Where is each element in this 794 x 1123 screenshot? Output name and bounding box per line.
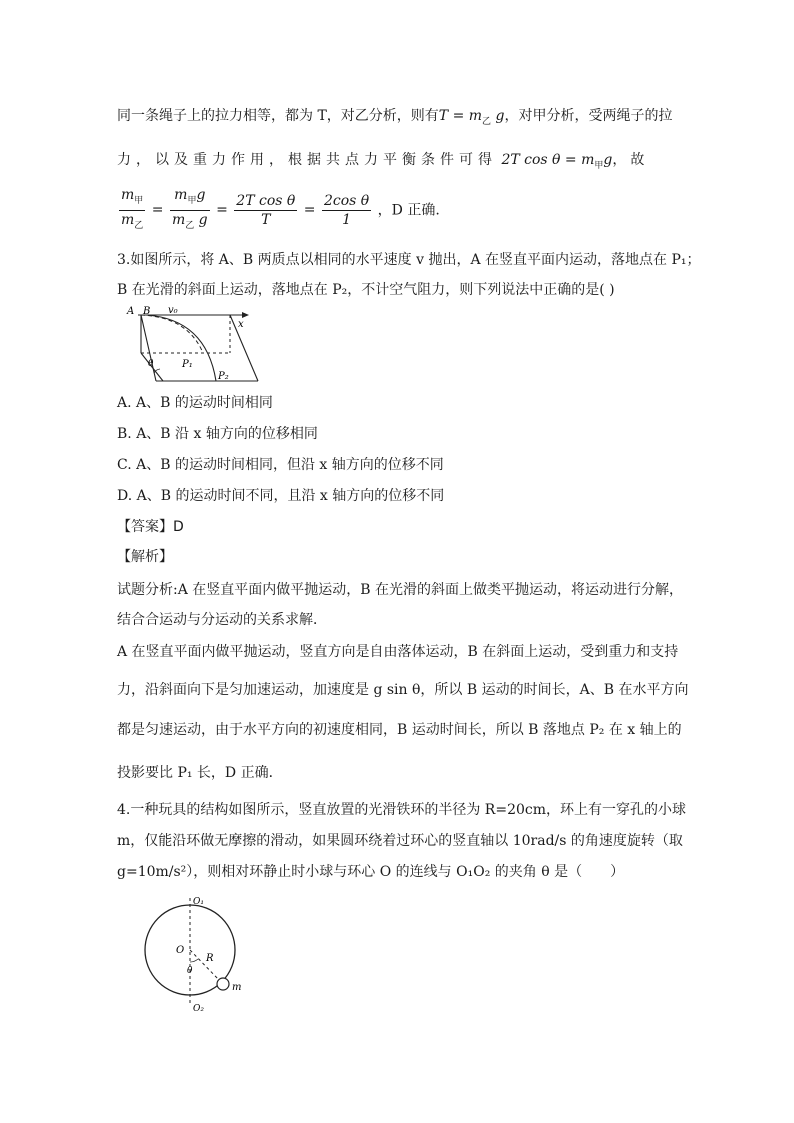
incline-right-edge: [230, 315, 258, 381]
label-r: R: [206, 953, 214, 964]
label-o: O: [176, 945, 185, 956]
label-o1: O₁: [193, 897, 204, 907]
q3-answer: 【答案】D: [117, 519, 184, 535]
q3-analysis-line-4: 力，沿斜面向下是匀加速运动，加速度是 g sin θ，所以 B 运动的时间长，A、B 在水平方向: [117, 682, 689, 698]
radius-line: [190, 950, 220, 981]
incline-left-edge: [141, 315, 156, 381]
q3-stem-line-1: 3.如图所示，将 A、B 两质点以相同的水平速度 v 抛出，A 在竖直平面内运动，落地点在 P₁；: [117, 252, 701, 268]
label-o2: O₂: [193, 1004, 204, 1013]
solution-text: ，对甲分析，受两绳子的拉: [504, 108, 673, 124]
q3-option-b: B. A、B 沿 x 轴方向的位移相同: [117, 426, 318, 442]
label-a: A: [127, 306, 135, 317]
q3-analysis-line-3: A 在竖直平面内做平抛运动，竖直方向是自由落体运动，B 在斜面上运动，受到重力和支持: [117, 644, 679, 660]
solution-line-2: [117, 150, 677, 176]
q3-analysis-label: 【解析】: [117, 549, 173, 565]
solution-text: 同一条绳子上的拉力相等，都为 T，对乙分析，则有: [117, 108, 439, 124]
q3-option-c: C. A、B 的运动时间相同，但沿 x 轴方向的位移不同: [117, 457, 444, 473]
label-p1: P₁: [182, 359, 193, 370]
q3-analysis-line-6: 投影要比 P₁ 长，D 正确．: [117, 765, 283, 781]
q3-figure: [118, 303, 268, 385]
label-theta-q4: θ: [187, 966, 193, 976]
ball-m: [217, 978, 229, 990]
solution-text: ，D 正确.: [377, 202, 440, 219]
angle-arc-theta: [190, 959, 198, 962]
label-m: m: [232, 982, 242, 993]
trajectory-b: [146, 315, 216, 381]
q3-option-a: A. A、B 的运动时间相同: [117, 395, 273, 411]
q4-figure: [140, 893, 250, 1013]
q4-stem-line-2: m，仅能沿环做无摩擦的滑动，如果圆环绕着过环心的竖直轴以 10rad/s 的角速度旋转（取: [117, 833, 683, 849]
formula-ratio: $\frac{m_甲}{m_乙}$ = $\frac{m_甲g}{m_乙 g}$ = $\frac{\text{2T cos θ}}{T}$ = $\frac{\text{2cos θ}}{1}$: [121, 187, 370, 231]
solution-line-3: [117, 186, 440, 235]
solution-line-1: [117, 106, 672, 132]
label-v0: v₀: [168, 305, 178, 316]
q3-stem-line-2: B 在光滑的斜面上运动，落地点在 P₂，不计空气阻力，则下列说法中正确的是( ): [117, 282, 615, 298]
formula-equilibrium: 2T $\cos \theta = m_甲g$: [501, 152, 613, 171]
label-theta: θ: [148, 359, 154, 369]
x-axis-arrow: [242, 312, 249, 318]
label-p2: P₂: [218, 371, 229, 382]
q3-analysis-line-1: 试题分析:A 在竖直平面内做平抛运动，B 在光滑的斜面上做类平抛运动，将运动进行分解，: [117, 582, 684, 598]
label-b: B: [143, 306, 151, 317]
solution-text: ，故: [612, 152, 649, 168]
q4-stem-line-1: 4.一种玩具的结构如图所示，竖直放置的光滑铁环的半径为 R=20cm，环上有一穿孔的小球: [117, 802, 687, 818]
q3-option-d: D. A、B 的运动时间不同，且沿 x 轴方向的位移不同: [117, 488, 445, 504]
solution-text: 力，以及重力作用，根据共点力平衡条件可得: [117, 152, 497, 168]
q4-stem-line-3: g=10m/s²），则相对环静止时小球与环心 O 的连线与 O₁O₂ 的夹角 θ 是（ ）: [117, 864, 625, 880]
q3-analysis-line-5: 都是匀速运动，由于水平方向的初速度相同，B 运动时间长，所以 B 落地点 P₂ 在 x 轴上的: [117, 722, 682, 738]
q3-analysis-line-2: 结合合运动与分运动的关系求解．: [117, 612, 327, 628]
formula-tension: $T = m_乙$ g: [438, 108, 505, 127]
label-x: x: [238, 319, 244, 330]
